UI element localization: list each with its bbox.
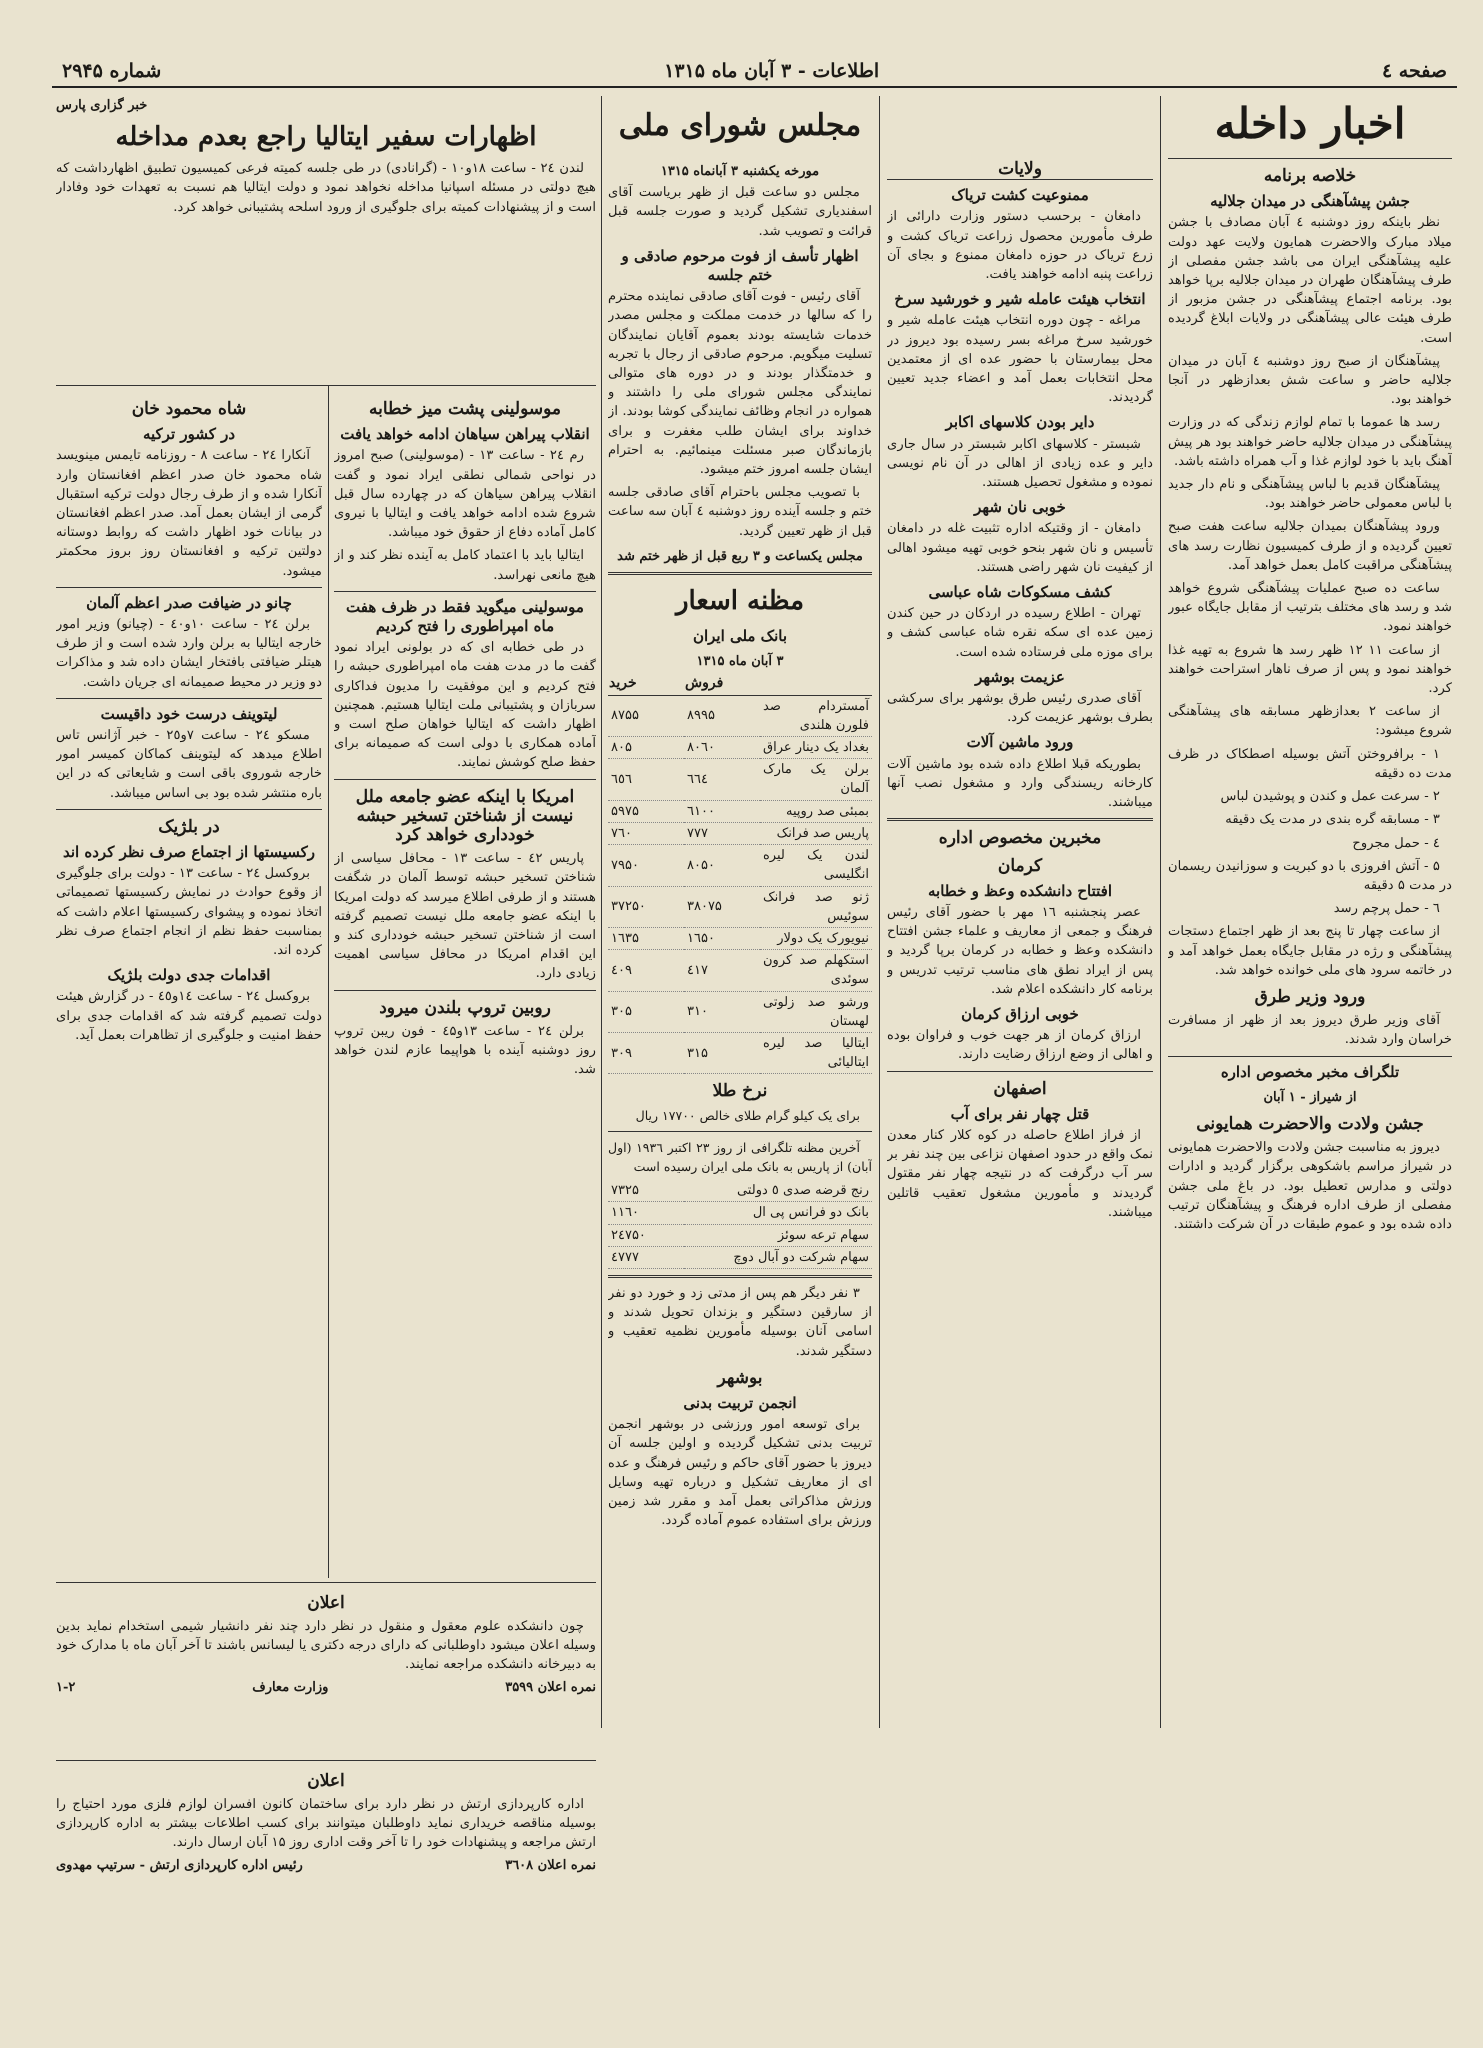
sell-rate: ۷۷۷ [684, 822, 760, 844]
paragraph: ورود پیشآهنگان بمیدان جلالیه ساعت هفت صبح تعیین گردیده و از طرف کمیسیون نظارت رسد های پیشآهنگی مراقبت کامل بعمل خواهد آمد. [1168, 519, 1452, 573]
notice-title: اعلان [307, 1771, 345, 1791]
table-row [608, 845, 872, 886]
list-item: ٦ - حمل پرچم رسد [1333, 901, 1440, 917]
sell-rate: ٦۱۰۰ [684, 800, 760, 822]
paragraph: عصر پنجشنبه ۱٦ مهر با حضور آقای رئیس فرهنگ و جمعی از معاریف و علماء جشن افتتاح دانشکده وعظ و خطابه در کرمان برپا گردید و پس از ایراد نطق های مناسب ترتیب تدریس و برنامه کار دانشکده اعلام شد. [887, 904, 1153, 997]
table-row [608, 759, 872, 800]
currency-name: ژنو صد فرانک سوئیس [760, 886, 872, 927]
column-foreign-a [334, 392, 596, 1578]
table-row [608, 737, 872, 759]
section-title: ولایات [887, 160, 1153, 180]
sell-rate: ۸۰۵۰ [684, 845, 760, 886]
currency-name: بغداد یک دینار عراق [760, 737, 872, 759]
buy-rate: ۳۷۲۵۰ [608, 886, 684, 927]
security-name: سهام شرکت دو آبال دوچ [684, 1246, 872, 1268]
notice-signature: رئیس اداره کارپردازی ارتش - سرتیپ مهدوی [56, 1858, 303, 1873]
currency-name: ورشو صد زلوتی لهستان [760, 991, 872, 1032]
paragraph: ارزاق کرمان از هر جهت خوب و فراوان بوده و اهالی از وضع ارزاق رضایت دارند. [887, 1028, 1153, 1063]
headline: موسولینی میگوید فقط در ظرف هفت ماه امپراطوری را فتح کردیم [346, 597, 584, 636]
paragraph: با تصویب مجلس باحترام آقای صادقی جلسه ختم و جلسه آینده روز دوشنبه ٤ آبان سه ساعت قبل از ظهر تعیین گردید. [608, 485, 872, 539]
lead-headline: اظهارات سفیر ایتالیا راجع بعدم مداخله [115, 122, 537, 153]
section-title: اخبار داخله [1214, 99, 1406, 148]
currency-name: پاریس صد فرانک [760, 822, 872, 844]
table-row [608, 927, 872, 949]
column-divider [328, 385, 329, 1578]
sell-rate: ٦٦٤ [684, 759, 760, 800]
headline: تلگراف مخبر مخصوص اداره [1220, 1062, 1400, 1081]
security-price: ۲٤۷۵۰ [608, 1224, 684, 1246]
security-name: سهام ترعه سوئز [684, 1224, 872, 1246]
table-row [608, 950, 872, 991]
column-divider [1160, 96, 1161, 1728]
paragraph: از ساعت ۲ بعدازظهر مسابقه های پیشآهنگی شروع میشود: [1168, 704, 1452, 739]
notice-text: اداره کارپردازی ارتش در نظر دارد برای ساختمان کانون افسران لوازم فلزی مورد احتیاج را بوسیله مناقصه خریداری نماید داوطلبان میتوانند برای کسب اطلاعات بیشتر به اداره کارپردازی ارتش مراجعه و پیشنهادات خود را تا آخر وقت اداری روز ۱۵ آبان ارسال دارند. [56, 1797, 596, 1850]
notice-title: اعلان [307, 1593, 345, 1613]
paragraph: پیشآهنگان از صبح روز دوشنبه ٤ آبان در میدان جلالیه حاضر و ساعت شش بعدازظهر در آنجا خواهند بود. [1168, 353, 1452, 408]
paragraph: بروکسل ۲٤ - ساعت ۱٤و٤٥ - در گزارش هیئت دولت تصمیم گرفته شد که اقدامات جدی برای حفظ امنیت و جلوگیری از تظاهرات بعمل آید. [56, 989, 322, 1043]
notice-number: نمره اعلان ۳٦۰۸ [505, 1858, 596, 1873]
table-row [608, 695, 872, 736]
headline: جشن ولادت والاحضرت همایونی [1196, 1113, 1424, 1134]
table-row [608, 991, 872, 1032]
column-majlis [608, 96, 872, 1986]
buy-rate: ٦٥٦ [608, 759, 684, 800]
subheadline: رکسیستها از اجتماع صرف نظر کرده اند [62, 843, 316, 862]
headline: چانو در ضیافت صدر اعظم آلمان [86, 593, 292, 612]
security-price: ۱۱٦۰ [608, 1202, 684, 1224]
currency-name: نیویورک یک دولار [760, 927, 872, 949]
column-header-sell: فروش [684, 673, 760, 695]
sell-rate: ۳۱۰ [684, 991, 760, 1032]
column-divider [879, 96, 880, 1728]
paragraph: لندن ۲٤ - ساعت ۱۸و۱۰ - (گرانادی) در طی جلسه کمیته فرعی کمیسیون تطبیق اظهارداشت که هیچ دولتی در مسئله اسپانیا مداخله نخواهد نمود و دولت ایتالیا هم نسبت به تعهدات خود وفادار است و از پیشنهادات کمیته برای جلوگیری از ورود اسلحه پشتیبانی خواهد کرد. [56, 161, 596, 215]
headline: روبین تروپ بلندن میرود [379, 997, 551, 1018]
table-row [608, 1246, 872, 1268]
headline: خوبی نان شهر [974, 498, 1066, 517]
notice-number: نمره اعلان ۳۵۹۹ [505, 1680, 596, 1695]
table-row [608, 1180, 872, 1202]
headline: دایر بودن کلاسهای اکابر [945, 413, 1095, 432]
paragraph: پاریس ٤۲ - ساعت ۱۳ - محافل سیاسی از شناختن تسخیر حبشه توسط آلمان در شگفت هستند و از طرفی اطلاع میرسد که دولت امریکا با اینکه عضو جامعه ملل نیست تصمیم گرفته است از شناختن تسخیر حبشه خودداری کند و این اقدام امریکا در محافل سیاسی اهمیت زیادی دارد. [334, 851, 596, 982]
column-divider [601, 96, 602, 1728]
table-row [608, 1032, 872, 1073]
headline: ممنوعیت کشت تریاک [951, 186, 1089, 205]
headline: لیتوینف درست خود داقیست [100, 704, 278, 723]
paragraph: برلن ۲٤ - ساعت ۱۰و٤۰ - (چیانو) وزیر امور خارجه ایتالیا به برلن وارد شده است و از طرف هیتلر ضیافتی بافتخار ایشان داده شد و مذاکرات دو وزیر در محیط صمیمانه ای جریان داشت. [56, 617, 322, 690]
buy-rate: ۸۷۵۵ [608, 695, 684, 736]
paragraph: رم ۲٤ - ساعت ۱۳ - (موسولینی) صبح امروز در نواحی شمالی نطقی ایراد نمود و گفت انقلاب پیراهن سیاهان که در چهارده سال قبل شروع شده ادامه خواهد یافت و ایتالیا با نیروی کامل آماده دفاع از حقوق خود میباشد. [334, 448, 596, 541]
headline: ورود ماشین آلات [966, 733, 1074, 752]
headline: انجمن تربیت بدنی [683, 1393, 797, 1412]
paragraph: در طی خطابه ای که در بولونی ایراد نمود گفت ما در مدت هفت ماه امپراطوری حبشه را فتح کردیم و این موفقیت را مدیون فداکاری سربازان و پشتیبانی ملت ایتالیا هستیم. همچنین اظهار داشت که ایتالیا خواهان صلح است و آماده همکاری با دولی است که صمیمانه برای حفظ صلح کوشش نمایند. [334, 640, 596, 771]
paragraph: دیروز به مناسبت جشن ولادت والاحضرت همایونی در شیراز مراسم باشکوهی برگزار گردید و ادارات دولتی و مدارس تعطیل بود. در باغ ملی جشن مفصلی از طرف اداره فرهنگ و پیشآهنگان ترتیب داده شده بود و عموم طبقات در آن شرکت داشتند. [1168, 1140, 1452, 1232]
gold-price: برای یک کیلو گرام طلای خالص ۱۷۷۰۰ ریال [635, 1107, 860, 1123]
paragraph: از ساعت ۱۱ ۱۲ ظهر رسد ها شروع به تهیه غذا خواهند نمود و پس از صرف ناهار استراحت خواهند کرد. [1168, 642, 1452, 697]
paragraph: رسد ها عموما با تمام لوازم زندگی که در وزارت پیشآهنگی در میدان جلالیه حاضر خواهند بود هر پیش آهنگ باید با خود لوازم غذا و آب همراه داشته باشد. [1168, 415, 1452, 469]
headline: ورود وزیر طرق [1254, 986, 1366, 1007]
buy-rate: ۵۹۷۵ [608, 800, 684, 822]
buy-rate: ۷۹۵۰ [608, 845, 684, 886]
sell-rate: ۸۹۹۵ [684, 695, 760, 736]
paragraph: پیشآهنگان قدیم با لباس پیشآهنگی و نام دار جدید با لباس معمولی حاضر خواهند بود. [1168, 477, 1452, 512]
security-price: ۷۳۲۵ [608, 1180, 684, 1202]
sell-rate: ٤۱۷ [684, 950, 760, 991]
headline: عزیمت بوشهر [975, 667, 1065, 686]
table-row [608, 1224, 872, 1246]
rates-title: مظنه اسعار [675, 586, 805, 617]
notice-signature: وزارت معارف [252, 1680, 329, 1695]
sell-rate: ۱٦۵۰ [684, 927, 760, 949]
subheadline: انقلاب پیراهن سیاهان ادامه خواهد یافت [340, 425, 590, 444]
summary-title: خلاصه برنامه [1263, 166, 1357, 186]
paragraph: آقای صدری رئیس طرق بوشهر برای سرکشی بطرف بوشهر عزیمت کرد. [887, 691, 1153, 726]
sell-rate: ۸۰٦۰ [684, 737, 760, 759]
rates-date: ۳ آبان ماه ۱۳۱۵ [696, 654, 784, 670]
dateline: از شیراز - ۱ آبان [1263, 1089, 1357, 1105]
paragraph: تهران - اطلاع رسیده در اردکان در حین کندن زمین عده ای سکه نقره شاه عباسی کشف و برای موزه ملی فرستاده شده است. [887, 606, 1153, 660]
agency-label: خبر گزاری پارس [56, 98, 148, 113]
page-number: صفحه ٤ [1381, 60, 1447, 82]
summary-subtitle: جشن پیشآهنگی در میدان جلالیه [1210, 192, 1410, 211]
headline: کشف مسکوکات شاه عباسی [928, 583, 1112, 602]
table-row [608, 1202, 872, 1224]
headline: اظهار تأسف از فوت مرحوم صادقی و ختم جلسه [621, 246, 859, 285]
buy-rate: ۱٦۳۵ [608, 927, 684, 949]
security-name: رنج قرضه صدی ٥ دولتی [684, 1180, 872, 1202]
security-name: بانک دو فرانس پی ال [684, 1202, 872, 1224]
buy-rate: ۳۰۹ [608, 1032, 684, 1073]
session-date: مورخه یکشنبه ۳ آبانماه ۱۳۱۵ [660, 164, 820, 179]
paragraph: دامغان - از وقتیکه اداره تثبیت غله در دامغان تأسیس و نان شهر بنحو خوبی تهیه میشود اهالی از کیفیت نان شهر راضی هستند. [887, 521, 1153, 575]
paragraph: برلن ۲٤ - ساعت ۱۳و٤۵ - فون ریبن تروپ روز دوشنبه آینده با هواپیما عازم لندن خواهد شد. [334, 1023, 596, 1078]
notice-box [56, 1586, 596, 1756]
column-foreign-b [56, 392, 322, 1578]
headline: قتل چهار نفر برای آب [950, 1104, 1090, 1123]
list-item: ۳ - مسابقه گره بندی در مدت یک دقیقه [1225, 812, 1440, 828]
buy-rate: ۳۰۵ [608, 991, 684, 1032]
paragraph: آقای رئیس - فوت آقای صادقی نماینده محترم را که سالها در خدمت مملکت و مجلس مصدر خدمات شایسته بودند بعموم آقایان نمایندگان تسلیت میگویم. مرحوم صادقی از رجال با تجربه و خدمتگذار بودند و در دوره های متوالی نمایندگی مجلس شورای ملی را داشتند و همواره در انجام وظائف نمایندگی کوشا بودند. از خداوند برای ایشان طلب مغفرت و برای بازماندگان صبر مسئلت مینمائیم. به احترام ایشان جلسه امروز ختم میشود. [608, 289, 872, 478]
sell-rate: ۳۱۵ [684, 1032, 760, 1073]
table-row [608, 886, 872, 927]
paragraph: بطوریکه قبلا اطلاع داده شده بود ماشین آلات کارخانه ریسندگی وارد و مشغول نصب آنها میباشند. [887, 756, 1153, 811]
gold-title: نرخ طلا [712, 1081, 768, 1102]
paragraph: ۳ نفر دیگر هم پس از مدتی زد و خورد دو نفر از سارقین دستگیر و بزندان تحویل شدند و اسامی آنان بوسیله مأمورین نظمیه تعقیب و دستگیر شدند. [608, 1285, 872, 1359]
currency-name: ایتالیا صد لیره ایتالیائی [760, 1032, 872, 1073]
headline: شاه محمود خان [131, 399, 247, 419]
headline: موسولینی پشت میز خطابه [369, 399, 561, 419]
sell-rate: ۳۸۰۷۵ [684, 886, 760, 927]
paragraph: از فراز اطلاع حاصله در کوه کلار کنار معدن نمک واقع در حدود اصفهان نزاعی بین چند نفر بر سر آب درگرفت که در نتیجه چهار نفر مقتول گردیدند و مأمورین مشغول تعقیب قاتلین میباشند. [887, 1127, 1153, 1220]
city-title: کرمان [997, 855, 1043, 876]
section-title: مجلس شورای ملی [618, 108, 862, 143]
notice-box [56, 1764, 596, 1934]
headline: انتخاب هیئت عامله شیر و خورشید سرخ [894, 290, 1146, 309]
column-internal-news [1168, 96, 1452, 1986]
table-row [608, 822, 872, 844]
subheadline: در کشور ترکیه [142, 425, 236, 444]
closing-note: مجلس یکساعت و ۳ ربع قبل از ظهر ختم شد [617, 548, 863, 564]
section-title: مخبرین مخصوص اداره [938, 828, 1102, 849]
column-header-buy: خرید [608, 673, 684, 695]
paragraph: شبستر - کلاسهای اکابر شبستر در سال جاری دایر و عده زیادی از اهالی در آن نام نویسی نموده و مشغول تحصیل هستند. [887, 436, 1153, 491]
column-foreign-top [56, 96, 596, 386]
paragraph: بروکسل ۲٤ - ساعت ۱۳ - دولت برای جلوگیری از وقوع حوادث در نمایش رکسیستها تصمیماتی اتخاذ نموده و پیشوای رکسیستها اعلام داشت که بمناسبت حفظ نظم از انجام اجتماع صرف نظر کرده اند. [56, 866, 322, 959]
headline: در بلژیک [158, 816, 220, 837]
headline: اقدامات جدی دولت بلژیک [107, 966, 271, 985]
currency-name: برلن یک مارک آلمان [760, 759, 872, 800]
securities-table [608, 1180, 872, 1269]
paragraph: دامغان - برحسب دستور وزارت دارائی از طرف مأمورین محصول زراعت تریاک کشت و زرع تریاک در حوزه دامغان ممنوع و بجای آن زراعت پنبه ادامه خواهند یافت. [887, 209, 1153, 283]
currency-name: آمستردام صد فلورن هلندی [760, 695, 872, 736]
notice-code: ۱-۲ [56, 1680, 76, 1695]
bank-name: بانک ملی ایران [692, 627, 788, 646]
currency-name: لندن یک لیره انگلیسی [760, 845, 872, 886]
city-title: بوشهر [717, 1367, 763, 1388]
buy-rate: ٤۰۹ [608, 950, 684, 991]
exchange-rates-table [608, 673, 872, 1074]
headline: خوبی ارزاق کرمان [961, 1004, 1079, 1023]
list-item: ۲ - سرعت عمل و کندن و پوشیدن لباس [1220, 789, 1440, 805]
paragraph: مراغه - چون دوره انتخاب هیئت عامله شیر و خورشید سرخ مراغه بسر رسیده بود دیروز در محل بیمارستان با حضور عده ای از معتمدین محل انتخابات بعمل آمد و اعضاء جدید تعیین گردیدند. [887, 313, 1153, 406]
paragraph: ایتالیا باید با اعتماد کامل به آینده نظر کند و از هیچ مانعی نهراسد. [334, 548, 596, 583]
prices-head: آخرین مظنه تلگرافی از روز ۲۳ اکتبر ۱۹۳٦ (اول آبان) از پاریس به بانک ملی ایران رسیده است [608, 1139, 872, 1174]
page-header [52, 56, 1457, 88]
currency-name: استکهلم صد کرون سوئدی [760, 950, 872, 991]
newspaper-date: اطلاعات - ۳ آبان ماه ۱۳۱۵ [664, 60, 880, 82]
security-price: ٤۷۷۷ [608, 1246, 684, 1268]
paragraph: از ساعت چهار تا پنج بعد از ظهر اجتماع دستجات پیشآهنگی و رژه در مقابل جایگاه بعمل خواهد آمد و در خاتمه سرود های ملی خوانده خواهد شد. [1168, 924, 1452, 978]
column-provinces [887, 96, 1153, 1986]
notice-text: چون دانشکده علوم معقول و منقول در نظر دارد چند نفر دانشیار شیمی استخدام نماید بدین وسیله اعلان میشود داوطلبانی که دارای درجه دکتری یا لیسانس باشند تا آخر آبان ماه با مدارک خود به دبیرخانه دانشکده مراجعه نمایند. [56, 1619, 596, 1672]
buy-rate: ۷٦۰ [608, 822, 684, 844]
city-title: اصفهان [993, 1078, 1047, 1099]
paragraph: آنکارا ۲٤ - ساعت ۸ - روزنامه تایمس مینویسد شاه محمود خان صدر اعظم افغانستان وارد آنکارا شده و از طرف رجال دولت ترکیه استقبال گرمی از ایشان بعمل آمد. صدر اعظم افغانستان در بیانات خود اظهار داشت که روابط دوستانه دولتین ترکیه و افغانستان روز بروز محکمتر میشود. [56, 448, 322, 579]
paragraph: مجلس دو ساعت قبل از ظهر بریاست آقای اسفندیاری تشکیل گردید و صورت جلسه قبل قرائت و تصویب شد. [608, 185, 872, 239]
headline: افتتاح دانشکده وعظ و خطابه [928, 881, 1112, 900]
paragraph: مسکو ۲٤ - ساعت ۷و۲٥ - خبر آژانس تاس اطلاع میدهد که لیتوینف کماکان کمیسر امور خارجه شوروی باقی است و شایعاتی که در این باره منتشر شده بود بی اساس میباشد. [56, 728, 322, 801]
issue-number: شماره ۲۹۴۵ [62, 60, 162, 82]
paragraph: برای توسعه امور ورزشی در بوشهر انجمن تربیت بدنی تشکیل گردیده و اولین جلسه آن دیروز با حضور آقای حاکم و رئیس فرهنگ و عده ای از معاریف تشکیل و درباره تهیه وسایل ورزش مذاکراتی بعمل آمد و مقرر شد زمین ورزش برای استفاده عموم آماده گردد. [608, 1417, 872, 1529]
buy-rate: ۸۰۵ [608, 737, 684, 759]
table-row [608, 800, 872, 822]
currency-name: بمبئی صد روپیه [760, 800, 872, 822]
list-item: ٤ - حمل مجروح [1352, 835, 1440, 851]
headline: امریکا با اینکه عضو جامعه ملل نیست از شناختن تسخیر حبشه خودداری خواهد کرد [355, 786, 575, 846]
list-item: ۱ - برافروختن آتش بوسیله اصطکاک در ظرف مدت ده دقیقه [1168, 746, 1452, 781]
paragraph: ساعت ده صبح عملیات پیشآهنگی شروع خواهد شد و رسد های مختلف بترتیب از مقابل جایگاه عبور خواهند نمود. [1168, 581, 1452, 635]
paragraph: آقای وزیر طرق دیروز بعد از ظهر از مسافرت خراسان وارد شدند. [1168, 1013, 1452, 1048]
paragraph: نظر باینکه روز دوشنبه ٤ آبان مصادف با جشن میلاد مبارک والاحضرت همایون ولایت عهد دولت علیه پیشآهنگی ایران می باشد جشن مفصلی از طرف پیشآهنگان طهران در میدان جلالیه برپا خواهد بود. برنامه اجتماع پیشآهنگی در جشن مزبور از طرف هیئت عالی پیشآهنگی در ولایات ابلاغ گردیده است. [1168, 215, 1452, 346]
list-item: ۵ - آتش افروزی با دو کبریت و سوزانیدن ریسمان در مدت ۵ دقیقه [1168, 858, 1452, 893]
